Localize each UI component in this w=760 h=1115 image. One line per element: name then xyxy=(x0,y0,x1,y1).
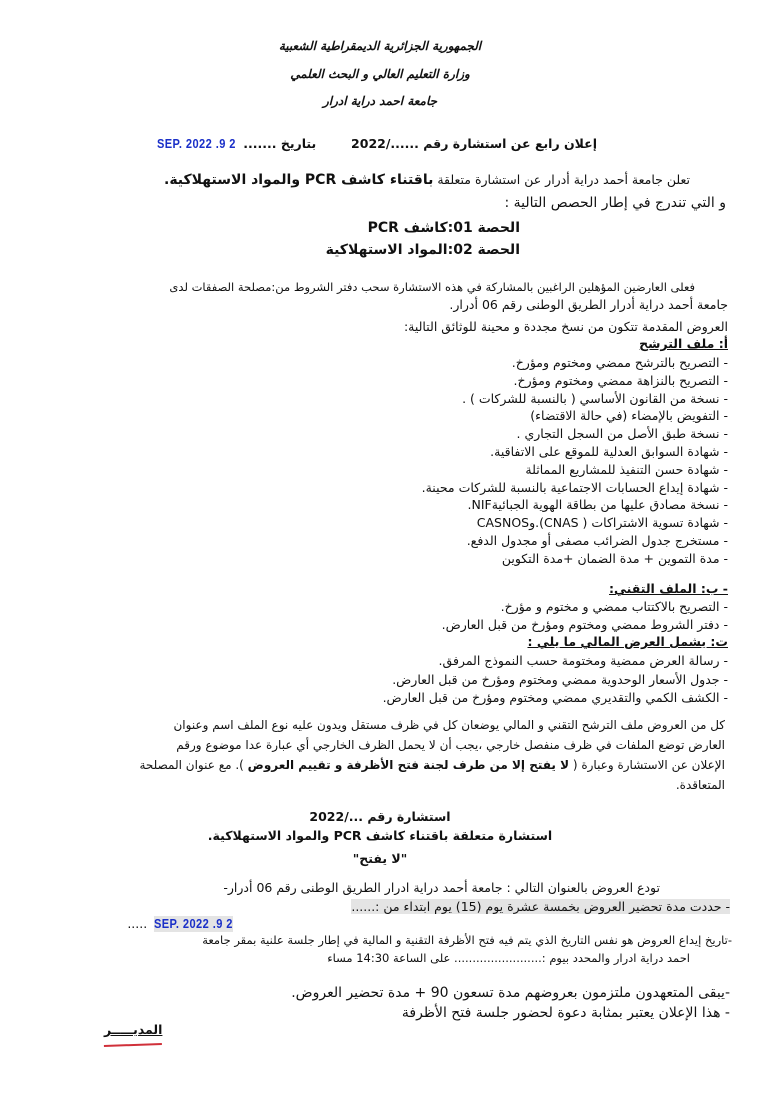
closing-duration-date xyxy=(127,916,240,932)
list-item: - دفتر الشروط ممضي ومختوم ومؤرخ من قبل العارض. xyxy=(441,617,728,632)
list-item: - التصريح بالنزاهة ممضي ومختوم ومؤرخ. xyxy=(513,372,728,388)
list-item: - رسالة العرض ممضية ومختومة حسب النموذج المرفق. xyxy=(438,653,728,668)
label-do-not-open: "لا يفتح" xyxy=(352,851,408,866)
closing-address: تودع العروض بالعنوان التالي : جامعة أحمد دراية ادرار الطريق الوطنى رقم 06 أدرار- xyxy=(223,880,660,895)
list-item: - شهادة تسوية الاشتراكات ( CNAS).وCASNOS xyxy=(476,515,728,531)
intro-line xyxy=(164,172,690,188)
list-item: - شهادة السوابق العدلية للموقع على الاتفاقية. xyxy=(490,444,728,459)
signature-title: المديـــــر xyxy=(104,1022,163,1037)
announcement-date-label: بتاريخ ....... xyxy=(243,136,317,151)
envelope-bold-text: لا يفتح إلا من طرف لجنة فتح الأظرفة و تقييم العروض xyxy=(247,758,570,772)
announcement-title: إعلان رابع عن استشارة رقم ....../2022 xyxy=(351,136,597,151)
list-item: - شهادة إيداع الحسابات الاجتماعية بالنسبة للشركات محينة. xyxy=(421,479,728,495)
closing-invitation: - هذا الإعلان يعتبر بمثابة دعوة لحضور جلسة فتح الأظرفة xyxy=(401,1005,730,1021)
list-item: - نسخة من القانون الأساسي ( بالنسبة للشركات ) . xyxy=(462,390,728,406)
list-item: - الكشف الكمي والتقديري ممضي ومختوم ومؤرخ من قبل العارض. xyxy=(382,690,728,705)
intro-line2: و التي تندرج في إطار الحصص التالية : xyxy=(504,195,726,211)
intro-subject: باقتناء كاشف PCR والمواد الاستهلاكية. xyxy=(164,172,434,188)
lot-1: الحصة 01:كاشف PCR xyxy=(367,220,520,236)
section-c-title: ت: يشمل العرض المالي ما يلي : xyxy=(527,634,728,649)
list-item: - مدة التموين + مدة الضمان +مدة التكوين xyxy=(501,550,728,566)
lot-2: الحصة 02:المواد الاستهلاكية xyxy=(325,242,520,258)
header-ministry: وزارة التعليم العالي و البحث العلمي xyxy=(290,67,470,81)
list-item: - التفويض بالإمضاء (في حالة الاقتضاء) xyxy=(530,408,728,424)
date-stamp: 2 9. SEP. 2022 xyxy=(157,136,237,151)
duration-date-stamp: 2 9. SEP. 2022 xyxy=(154,916,234,931)
signature-mark xyxy=(104,1043,162,1053)
section-b-title: - ب: الملف التقني: xyxy=(609,581,728,596)
header-republic: الجمهورية الجزائرية الديمقراطية الشعبية xyxy=(278,39,482,53)
list-item: - مستخرج جدول الضرائب مصفى أو مجدول الدفع. xyxy=(466,533,728,548)
envelope-line-1: كل من العروض ملف الترشح التقني و المالي يوضعان كل في ظرف مستقل ويدون عليه نوع الملف اسم وعنوان xyxy=(173,718,725,732)
label-number: استشارة رقم .../2022 xyxy=(309,809,451,824)
list-item: - نسخة طبق الأصل من السجل التجاري . xyxy=(516,426,728,442)
envelope-text-tail: ). مع عنوان المصلحة xyxy=(139,758,248,772)
closing-validity: -يبقى المتعهدون ملتزمون بعروضهم مدة تسعون 90 + مدة تحضير العروض. xyxy=(291,985,730,1001)
list-item: - نسخة مصادق عليها من بطاقة الهوية الجبائيةNIF. xyxy=(467,497,728,513)
list-item: - التصريح بالترشح ممضي ومختوم ومؤرخ. xyxy=(511,355,728,370)
intro-text: تعلن جامعة أحمد دراية أدرار عن استشارة متعلقة xyxy=(433,172,690,187)
envelope-line-3 xyxy=(139,757,725,773)
duration-text: - حددت مدة تحضير العروض بخمسة عشرة يوم (15) يوم ابتداء من :...... xyxy=(351,899,730,914)
body-paragraph-1a: فعلى العارضين المؤهلين الراغبين بالمشاركة في هذه الاستشارة سحب دفتر الشروط من:مصلحة الصفقات لدى xyxy=(169,280,695,294)
list-item: - جدول الأسعار الوحدوية ممضي ومختوم ومؤرخ من قبل العارض. xyxy=(392,671,728,687)
envelope-line-4: المتعاقدة. xyxy=(675,778,725,792)
body-paragraph-2: العروض المقدمة تتكون من نسخ مجددة و محينة للوثائق التالية: xyxy=(403,319,728,334)
header-university: جامعة احمد دراية ادرار xyxy=(322,94,438,108)
list-item: - شهادة حسن التنفيذ للمشاريع المماثلة xyxy=(525,461,728,477)
duration-dots: ..... xyxy=(127,916,148,931)
envelope-text: الإعلان عن الاستشارة وعبارة ( xyxy=(569,758,725,772)
label-subject: استشارة متعلقة باقتناء كاشف PCR والمواد الاستهلاكية. xyxy=(207,828,553,843)
closing-deposit-1: -تاريخ إيداع العروض هو نفس التاريخ الذي يتم فيه فتح الأظرفة التقنية و المالية في إطار جلسة علنية بمقر جامعة xyxy=(202,933,732,947)
closing-deposit-2: احمد دراية ادرار والمحدد بيوم :........................ على الساعة 14:30 مساء xyxy=(327,951,690,965)
body-paragraph-1b: جامعة أحمد دراية أدرار الطريق الوطنى رقم 06 أدرار. xyxy=(449,297,728,312)
announcement-line xyxy=(150,136,597,152)
section-a-title: أ: ملف الترشح xyxy=(639,336,728,351)
closing-duration xyxy=(351,899,730,915)
envelope-line-2: العارض توضع الملفات في ظرف منفصل خارجي ،يجب أن لا يحمل الظرف الخارجي أي عبارة عدا موضوع ورقم xyxy=(176,738,725,752)
list-item: - التصريح بالاكتتاب ممضي و مختوم و مؤرخ. xyxy=(500,599,728,614)
